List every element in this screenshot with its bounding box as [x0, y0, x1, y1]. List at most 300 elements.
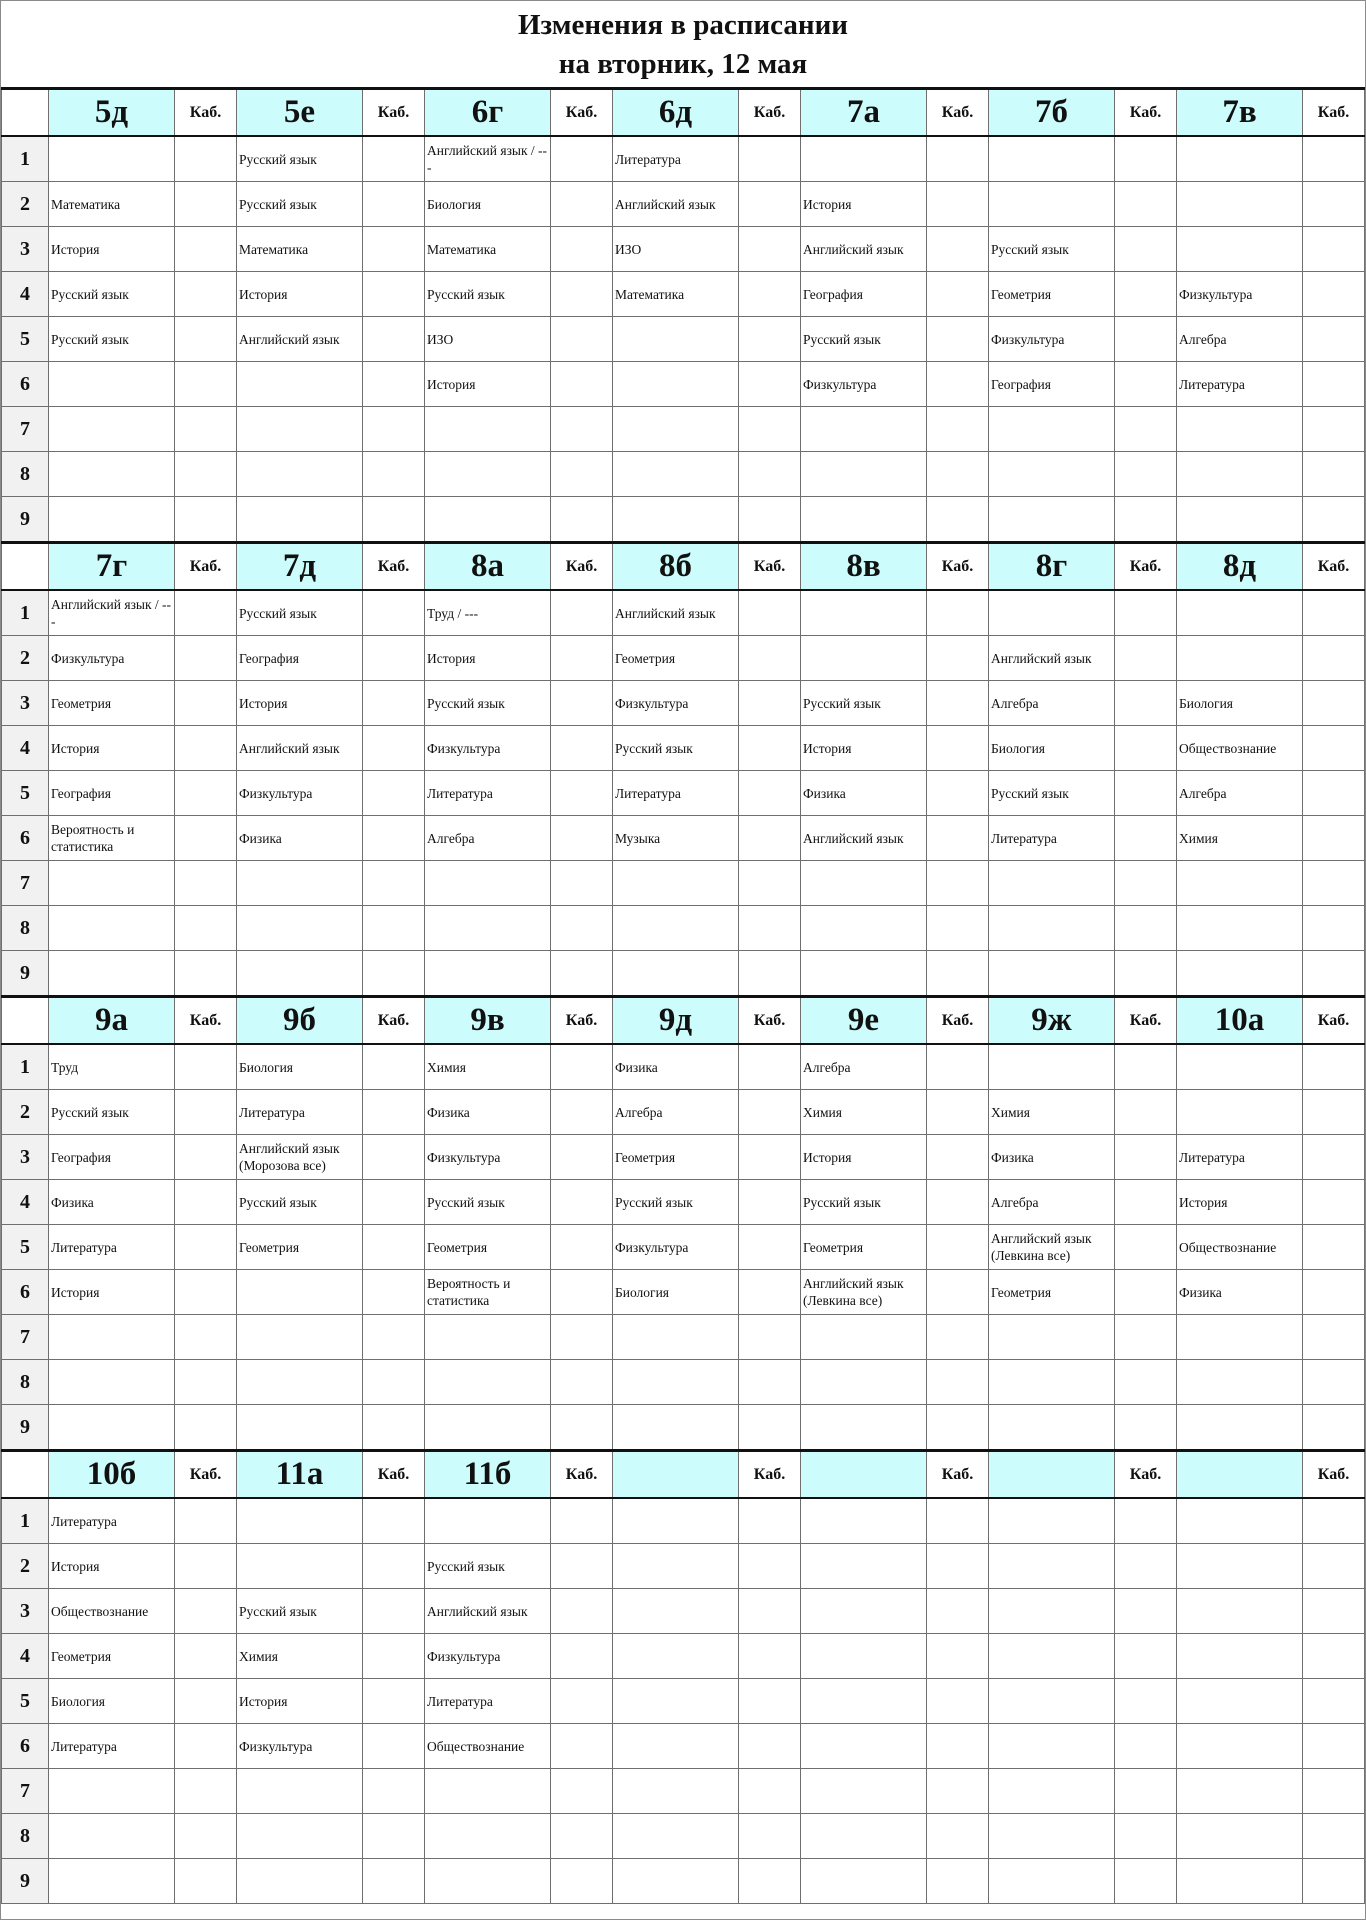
- subject-text: Химия: [239, 1648, 278, 1664]
- room-header: Каб.: [927, 543, 989, 591]
- subject-text: Алгебра: [1179, 785, 1227, 801]
- subject-cell: [613, 906, 739, 951]
- room-cell: [175, 1315, 237, 1360]
- room-cell: [1303, 272, 1365, 317]
- room-cell: [1115, 1090, 1177, 1135]
- subject-cell: [49, 1135, 175, 1180]
- subject-cell: [1177, 1724, 1303, 1769]
- room-cell: [363, 1180, 425, 1225]
- subject-cell: [237, 272, 363, 317]
- subject-cell: [49, 362, 175, 407]
- room-cell: [1303, 407, 1365, 452]
- subject-cell: [49, 1589, 175, 1634]
- lesson-row: [2, 590, 1365, 636]
- schedule-body: [2, 89, 1365, 1904]
- subject-cell: [49, 1679, 175, 1724]
- room-cell: [1115, 681, 1177, 726]
- subject-text: Алгебра: [803, 1059, 851, 1075]
- subject-cell: [49, 1225, 175, 1270]
- subject-cell: [237, 1270, 363, 1315]
- subject-cell: [425, 861, 551, 906]
- subject-cell: [989, 1679, 1115, 1724]
- subject-cell: [49, 227, 175, 272]
- subject-cell: [613, 1498, 739, 1544]
- subject-cell: [613, 1679, 739, 1724]
- subject-cell: [49, 452, 175, 497]
- subject-text: Физика: [51, 1194, 94, 1210]
- subject-cell: [237, 1135, 363, 1180]
- room-cell: [927, 726, 989, 771]
- lesson-number: 5: [2, 1679, 49, 1724]
- lesson-row: [2, 182, 1365, 227]
- room-cell: [175, 272, 237, 317]
- lesson-row: [2, 726, 1365, 771]
- subject-cell: [425, 681, 551, 726]
- subject-text: Химия: [991, 1104, 1030, 1120]
- subject-text: Геометрия: [51, 1648, 112, 1664]
- subject-text: Русский язык: [615, 1194, 693, 1210]
- subject-cell: [425, 1090, 551, 1135]
- room-cell: [175, 1135, 237, 1180]
- room-cell: [739, 182, 801, 227]
- room-cell: [363, 1634, 425, 1679]
- subject-text: Физика: [803, 785, 846, 801]
- room-cell: [927, 1405, 989, 1451]
- subject-cell: [989, 1634, 1115, 1679]
- room-cell: [1115, 590, 1177, 636]
- subject-text: Физика: [427, 1104, 470, 1120]
- subject-cell: [425, 771, 551, 816]
- subject-cell: [989, 227, 1115, 272]
- subject-cell: [49, 1270, 175, 1315]
- room-cell: [175, 816, 237, 861]
- subject-cell: [49, 636, 175, 681]
- subject-text: Биология: [991, 740, 1046, 756]
- room-cell: [927, 1769, 989, 1814]
- subject-cell: [237, 227, 363, 272]
- room-cell: [1303, 1315, 1365, 1360]
- room-cell: [739, 497, 801, 543]
- subject-text: Физкультура: [427, 1149, 501, 1165]
- room-cell: [1115, 1769, 1177, 1814]
- room-cell: [739, 1634, 801, 1679]
- lesson-number: 2: [2, 1090, 49, 1135]
- room-cell: [927, 1225, 989, 1270]
- lesson-number: 5: [2, 1225, 49, 1270]
- subject-text: Английский язык: [615, 196, 716, 212]
- room-header: Каб.: [1303, 1451, 1365, 1499]
- subject-cell: [1177, 590, 1303, 636]
- subject-cell: [989, 1814, 1115, 1859]
- subject-cell: [49, 1544, 175, 1589]
- lesson-number: 1: [2, 136, 49, 182]
- room-cell: [739, 1814, 801, 1859]
- subject-cell: [237, 136, 363, 182]
- subject-cell: [801, 272, 927, 317]
- subject-text: Геометрия: [991, 1284, 1052, 1300]
- room-cell: [551, 497, 613, 543]
- subject-text: Математика: [427, 241, 497, 257]
- room-cell: [175, 1498, 237, 1544]
- subject-cell: [237, 1769, 363, 1814]
- lesson-row: [2, 861, 1365, 906]
- lesson-number: 6: [2, 362, 49, 407]
- subject-cell: [989, 1044, 1115, 1090]
- subject-cell: [49, 1090, 175, 1135]
- class-header-row: [2, 1451, 1365, 1499]
- subject-text: История: [51, 740, 100, 756]
- subject-cell: [237, 182, 363, 227]
- subject-cell: [989, 1498, 1115, 1544]
- subject-cell: [613, 1405, 739, 1451]
- lesson-row: [2, 1044, 1365, 1090]
- subject-cell: [1177, 1498, 1303, 1544]
- lesson-row: [2, 1544, 1365, 1589]
- room-cell: [363, 951, 425, 997]
- subject-cell: [1177, 1135, 1303, 1180]
- subject-text: Английский язык: [991, 650, 1092, 666]
- subject-cell: [989, 590, 1115, 636]
- subject-text: Физкультура: [51, 650, 125, 666]
- room-header: Каб.: [739, 1451, 801, 1499]
- subject-cell: [49, 590, 175, 636]
- lesson-row: [2, 681, 1365, 726]
- class-name-header: 8г: [989, 543, 1115, 591]
- room-cell: [175, 182, 237, 227]
- room-header: Каб.: [739, 543, 801, 591]
- subject-text: Физкультура: [803, 376, 877, 392]
- subject-cell: [613, 816, 739, 861]
- subject-cell: [1177, 861, 1303, 906]
- subject-cell: [613, 636, 739, 681]
- subject-text: Русский язык: [51, 331, 129, 347]
- lesson-number: 4: [2, 272, 49, 317]
- subject-cell: [49, 1769, 175, 1814]
- subject-cell: [801, 362, 927, 407]
- room-cell: [1115, 1814, 1177, 1859]
- room-cell: [175, 1724, 237, 1769]
- lesson-number: 7: [2, 1769, 49, 1814]
- subject-cell: [49, 681, 175, 726]
- subject-cell: [989, 1544, 1115, 1589]
- lesson-row: [2, 1724, 1365, 1769]
- subject-cell: [989, 1270, 1115, 1315]
- subject-text: Физкультура: [239, 1738, 313, 1754]
- room-cell: [363, 362, 425, 407]
- subject-cell: [237, 636, 363, 681]
- room-cell: [927, 1498, 989, 1544]
- room-cell: [927, 1589, 989, 1634]
- subject-text: Обществознание: [1179, 1239, 1277, 1255]
- room-cell: [1115, 1135, 1177, 1180]
- room-cell: [363, 861, 425, 906]
- subject-cell: [989, 1589, 1115, 1634]
- room-cell: [1303, 1679, 1365, 1724]
- room-cell: [1115, 1544, 1177, 1589]
- subject-cell: [49, 726, 175, 771]
- subject-text: Геометрия: [51, 695, 112, 711]
- room-cell: [739, 590, 801, 636]
- lesson-number: 1: [2, 590, 49, 636]
- lesson-row: [2, 1859, 1365, 1904]
- subject-text: ИЗО: [615, 241, 642, 257]
- room-header: Каб.: [927, 89, 989, 137]
- lesson-row: [2, 407, 1365, 452]
- room-header: Каб.: [1115, 543, 1177, 591]
- subject-cell: [801, 182, 927, 227]
- room-cell: [551, 816, 613, 861]
- subject-cell: [49, 771, 175, 816]
- subject-cell: [237, 1498, 363, 1544]
- room-cell: [1115, 951, 1177, 997]
- subject-text: История: [239, 695, 288, 711]
- room-cell: [927, 1724, 989, 1769]
- room-cell: [175, 1405, 237, 1451]
- subject-text: Литература: [427, 785, 493, 801]
- room-cell: [175, 681, 237, 726]
- room-cell: [1303, 227, 1365, 272]
- subject-text: Английский язык: [239, 740, 340, 756]
- room-header: Каб.: [175, 89, 237, 137]
- subject-cell: [801, 906, 927, 951]
- subject-text: Русский язык: [239, 1603, 317, 1619]
- lesson-number: 9: [2, 951, 49, 997]
- subject-cell: [237, 816, 363, 861]
- room-cell: [551, 1405, 613, 1451]
- subject-text: Музыка: [615, 830, 661, 846]
- room-cell: [1115, 1634, 1177, 1679]
- room-cell: [363, 1044, 425, 1090]
- subject-cell: [801, 1724, 927, 1769]
- subject-cell: [613, 1360, 739, 1405]
- subject-text: Физика: [615, 1059, 658, 1075]
- room-cell: [551, 951, 613, 997]
- lesson-row: [2, 816, 1365, 861]
- room-cell: [739, 1544, 801, 1589]
- subject-text: Русский язык: [51, 286, 129, 302]
- room-cell: [363, 1225, 425, 1270]
- room-cell: [551, 906, 613, 951]
- room-cell: [1115, 1180, 1177, 1225]
- room-cell: [1303, 636, 1365, 681]
- subject-cell: [425, 136, 551, 182]
- room-cell: [739, 407, 801, 452]
- room-cell: [175, 861, 237, 906]
- subject-text: Русский язык: [239, 151, 317, 167]
- subject-text: Русский язык: [239, 605, 317, 621]
- subject-cell: [801, 407, 927, 452]
- room-header: Каб.: [551, 1451, 613, 1499]
- room-cell: [1303, 182, 1365, 227]
- room-cell: [739, 861, 801, 906]
- room-cell: [927, 951, 989, 997]
- class-name-header: [613, 1451, 739, 1499]
- subject-text: Английский язык: [239, 331, 340, 347]
- subject-text: Биология: [427, 196, 482, 212]
- room-cell: [1303, 452, 1365, 497]
- room-cell: [1303, 1769, 1365, 1814]
- title-line-1: Изменения в расписании: [517, 9, 849, 41]
- room-cell: [175, 906, 237, 951]
- room-cell: [363, 1589, 425, 1634]
- subject-text: Русский язык: [427, 695, 505, 711]
- subject-text: Английский язык (Морозова все): [239, 1141, 340, 1173]
- page-title: [1, 1, 1365, 87]
- subject-cell: [425, 1544, 551, 1589]
- subject-cell: [1177, 497, 1303, 543]
- lesson-row: [2, 272, 1365, 317]
- subject-cell: [613, 136, 739, 182]
- subject-cell: [989, 951, 1115, 997]
- subject-text: Английский язык: [615, 605, 716, 621]
- room-cell: [1115, 816, 1177, 861]
- subject-text: Русский язык: [427, 286, 505, 302]
- room-cell: [739, 1360, 801, 1405]
- room-header: Каб.: [1303, 89, 1365, 137]
- room-cell: [363, 1724, 425, 1769]
- subject-cell: [425, 1315, 551, 1360]
- subject-cell: [1177, 1225, 1303, 1270]
- room-cell: [551, 771, 613, 816]
- room-cell: [927, 1315, 989, 1360]
- subject-text: Литература: [615, 785, 681, 801]
- room-cell: [363, 1360, 425, 1405]
- subject-cell: [425, 1180, 551, 1225]
- lesson-row: [2, 1180, 1365, 1225]
- room-cell: [551, 1634, 613, 1679]
- room-cell: [1303, 1859, 1365, 1904]
- room-cell: [1303, 951, 1365, 997]
- room-cell: [551, 1724, 613, 1769]
- subject-cell: [613, 771, 739, 816]
- room-cell: [927, 1814, 989, 1859]
- subject-cell: [49, 1724, 175, 1769]
- room-cell: [175, 1544, 237, 1589]
- subject-text: Алгебра: [427, 830, 475, 846]
- lesson-row: [2, 771, 1365, 816]
- room-cell: [363, 452, 425, 497]
- subject-cell: [425, 1589, 551, 1634]
- subject-cell: [425, 1225, 551, 1270]
- class-name-header: 7д: [237, 543, 363, 591]
- subject-cell: [613, 407, 739, 452]
- room-cell: [1115, 636, 1177, 681]
- room-cell: [363, 407, 425, 452]
- subject-cell: [801, 136, 927, 182]
- room-cell: [1115, 272, 1177, 317]
- room-cell: [175, 136, 237, 182]
- subject-cell: [49, 272, 175, 317]
- subject-cell: [425, 906, 551, 951]
- room-cell: [551, 726, 613, 771]
- room-cell: [551, 362, 613, 407]
- room-cell: [927, 407, 989, 452]
- room-cell: [1115, 136, 1177, 182]
- subject-text: Русский язык: [991, 785, 1069, 801]
- class-header-row: [2, 89, 1365, 137]
- subject-cell: [801, 1589, 927, 1634]
- room-cell: [175, 951, 237, 997]
- class-name-header: 11б: [425, 1451, 551, 1499]
- class-name-header: 10б: [49, 1451, 175, 1499]
- room-cell: [551, 1814, 613, 1859]
- subject-cell: [989, 362, 1115, 407]
- room-cell: [927, 1044, 989, 1090]
- room-cell: [363, 771, 425, 816]
- subject-cell: [237, 1724, 363, 1769]
- subject-cell: [989, 1180, 1115, 1225]
- room-cell: [363, 636, 425, 681]
- room-cell: [551, 1360, 613, 1405]
- room-header: Каб.: [1115, 997, 1177, 1045]
- room-cell: [363, 1270, 425, 1315]
- class-name-header: 7в: [1177, 89, 1303, 137]
- subject-text: Физкультура: [239, 785, 313, 801]
- lesson-number: 6: [2, 1270, 49, 1315]
- subject-cell: [613, 951, 739, 997]
- subject-cell: [425, 590, 551, 636]
- room-cell: [927, 1180, 989, 1225]
- subject-text: Физика: [1179, 1284, 1222, 1300]
- room-cell: [1115, 1405, 1177, 1451]
- subject-cell: [49, 1498, 175, 1544]
- room-cell: [927, 636, 989, 681]
- room-cell: [551, 407, 613, 452]
- subject-cell: [1177, 272, 1303, 317]
- subject-cell: [613, 497, 739, 543]
- subject-text: Алгебра: [1179, 331, 1227, 347]
- room-cell: [175, 1090, 237, 1135]
- subject-cell: [49, 951, 175, 997]
- class-name-header: [1177, 1451, 1303, 1499]
- subject-cell: [989, 317, 1115, 362]
- lesson-row: [2, 1769, 1365, 1814]
- subject-cell: [613, 1814, 739, 1859]
- class-header-row: [2, 997, 1365, 1045]
- subject-cell: [801, 1135, 927, 1180]
- room-cell: [363, 1679, 425, 1724]
- subject-cell: [1177, 1679, 1303, 1724]
- room-cell: [551, 1544, 613, 1589]
- room-cell: [1115, 1315, 1177, 1360]
- room-header: Каб.: [363, 543, 425, 591]
- subject-cell: [613, 1859, 739, 1904]
- subject-cell: [801, 1270, 927, 1315]
- subject-cell: [425, 1044, 551, 1090]
- room-cell: [551, 1859, 613, 1904]
- subject-text: Русский язык: [51, 1104, 129, 1120]
- room-cell: [175, 452, 237, 497]
- subject-text: ИЗО: [427, 331, 454, 347]
- subject-cell: [425, 636, 551, 681]
- subject-cell: [1177, 681, 1303, 726]
- subject-cell: [801, 497, 927, 543]
- subject-cell: [1177, 182, 1303, 227]
- class-name-header: [989, 1451, 1115, 1499]
- subject-text: Физкультура: [427, 740, 501, 756]
- room-cell: [175, 1814, 237, 1859]
- subject-cell: [237, 861, 363, 906]
- lesson-row: [2, 951, 1365, 997]
- room-cell: [1115, 317, 1177, 362]
- subject-cell: [801, 590, 927, 636]
- room-cell: [1303, 1498, 1365, 1544]
- class-name-header: 9в: [425, 997, 551, 1045]
- room-cell: [363, 1814, 425, 1859]
- lesson-number: 4: [2, 1634, 49, 1679]
- room-cell: [1303, 136, 1365, 182]
- room-cell: [551, 1769, 613, 1814]
